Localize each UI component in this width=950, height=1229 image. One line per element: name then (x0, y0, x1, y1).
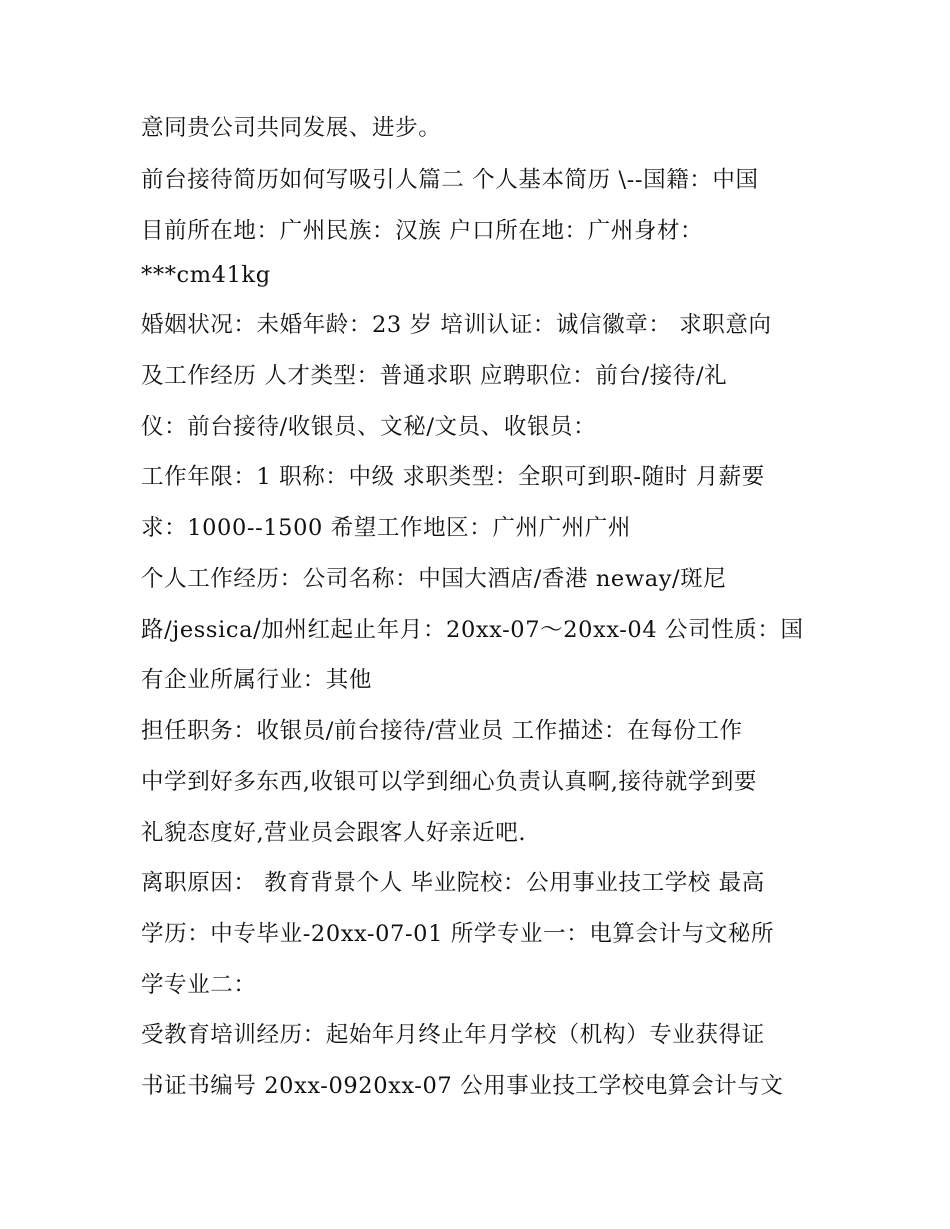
text-line: 书证书编号 20xx-0920xx-07 公用事业技工学校电算会计与文 (141, 1073, 784, 1099)
text-line: 学历：中专毕业-20xx-07-01 所学专业一：电算会计与文秘所 (141, 921, 775, 947)
text-line: 意同贵公司共同发展、进步。 (141, 115, 442, 141)
text-line: 求：1000--1500 希望工作地区：广州广州广州 (141, 515, 631, 541)
text-line: 工作年限：1 职称：中级 求职类型：全职可到职-随时 月薪要 (141, 464, 765, 490)
text-line: 学专业二： (141, 972, 257, 998)
text-line: 婚姻状况：未婚年龄：23 岁 培训认证：诚信徽章： 求职意向 (141, 312, 772, 338)
text-line: 个人工作经历：公司名称：中国大酒店/香港 neway/斑尼 (141, 566, 727, 592)
text-line: ***cm41kg (141, 262, 271, 288)
text-line: 有企业所属行业：其他 (141, 667, 373, 693)
text-line: 及工作经历 人才类型：普通求职 应聘职位：前台/接待/礼 (141, 363, 728, 389)
text-line: 礼貌态度好,营业员会跟客人好亲近吧. (141, 820, 527, 846)
text-line: 担任职务：收银员/前台接待/营业员 工作描述：在每份工作 (141, 718, 743, 744)
text-line: 前台接待简历如何写吸引人篇二 个人基本简历 \--国籍：中国 (141, 167, 759, 193)
text-line: 目前所在地：广州民族：汉族 户口所在地：广州身材： (141, 218, 704, 244)
text-line: 中学到好多东西,收银可以学到细心负责认真啊,接待就学到要 (141, 769, 758, 795)
text-line: 路/jessica/加州红起止年月：20xx-07～20xx-04 公司性质：国 (141, 617, 804, 643)
text-line: 仪：前台接待/收银员、文秘/文员、收银员： (141, 414, 597, 440)
text-line: 离职原因： 教育背景个人 毕业院校：公用事业技工学校 最高 (141, 870, 765, 896)
text-line: 受教育培训经历：起始年月终止年月学校（机构）专业获得证 (141, 1022, 765, 1048)
